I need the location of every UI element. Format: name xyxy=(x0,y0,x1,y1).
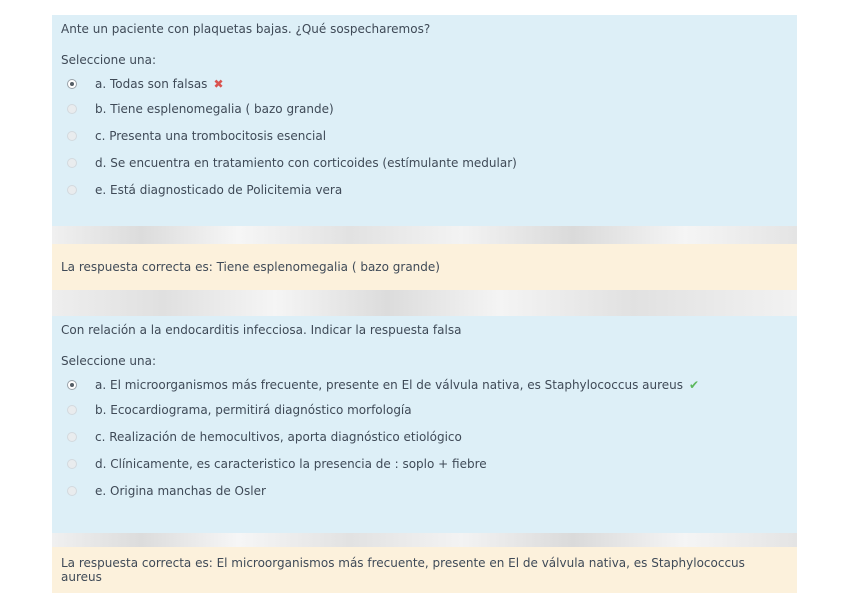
q1-option-b[interactable] xyxy=(61,95,788,122)
radio-icon[interactable] xyxy=(67,158,77,168)
question-1-feedback-text: La respuesta correcta es: Tiene esplenomegalia ( bazo grande) xyxy=(61,260,440,274)
question-2-answers xyxy=(61,373,788,504)
q1-option-b-label: b. Tiene esplenomegalia ( bazo grande) xyxy=(95,101,334,116)
q2-option-b-label: b. Ecocardiograma, permitirá diagnóstico morfología xyxy=(95,402,412,417)
radio-icon[interactable] xyxy=(67,131,77,141)
check-icon: ✔ xyxy=(689,377,700,392)
q1-option-c-label: c. Presenta una trombocitosis esencial xyxy=(95,128,327,143)
q1-option-e-label: e. Está diagnosticado de Policitemia vera xyxy=(95,182,343,197)
q2-option-d[interactable] xyxy=(61,450,788,477)
divider-strip xyxy=(52,226,797,244)
radio-selected-icon[interactable] xyxy=(67,79,77,89)
radio-selected-icon[interactable] xyxy=(67,380,77,390)
radio-icon[interactable] xyxy=(67,185,77,195)
question-2-prompt: Seleccione una: xyxy=(61,354,156,368)
divider-strip xyxy=(52,290,797,316)
radio-icon[interactable] xyxy=(67,405,77,415)
question-2-feedback-text: La respuesta correcta es: El microorganismos más frecuente, presente en El de válvula nativa, es Staphylococcus aureus xyxy=(61,556,745,584)
q1-option-d-label: d. Se encuentra en tratamiento con corticoides (estímulante medular) xyxy=(95,155,517,170)
q1-option-e[interactable] xyxy=(61,176,788,203)
divider-strip xyxy=(52,533,797,547)
q2-option-a[interactable] xyxy=(61,373,788,396)
q1-option-a[interactable] xyxy=(61,72,788,95)
q2-option-a-label: a. El microorganismos más frecuente, presente en El de válvula nativa, es Staphylococcus aureus xyxy=(95,377,684,392)
question-1-panel xyxy=(52,15,797,226)
radio-icon[interactable] xyxy=(67,486,77,496)
radio-icon[interactable] xyxy=(67,104,77,114)
q1-option-c[interactable] xyxy=(61,122,788,149)
radio-icon[interactable] xyxy=(67,432,77,442)
question-2-feedback xyxy=(52,547,797,593)
wrong-icon: ✖ xyxy=(213,76,224,91)
q2-option-e[interactable] xyxy=(61,477,788,504)
q1-option-d[interactable] xyxy=(61,149,788,176)
question-1-answers xyxy=(61,72,788,203)
question-1-prompt: Seleccione una: xyxy=(61,53,156,67)
question-1-feedback xyxy=(52,244,797,290)
q2-option-c[interactable] xyxy=(61,423,788,450)
question-2-panel xyxy=(52,316,797,533)
q2-option-c-label: c. Realización de hemocultivos, aporta diagnóstico etiológico xyxy=(95,429,462,444)
radio-icon[interactable] xyxy=(67,459,77,469)
q2-option-d-label: d. Clínicamente, es caracteristico la presencia de : soplo + fiebre xyxy=(95,456,487,471)
question-1-text: Ante un paciente con plaquetas bajas. ¿Qué sospecharemos? xyxy=(61,22,431,36)
question-2-text: Con relación a la endocarditis infecciosa. Indicar la respuesta falsa xyxy=(61,323,462,337)
q2-option-b[interactable] xyxy=(61,396,788,423)
q2-option-e-label: e. Origina manchas de Osler xyxy=(95,483,266,498)
q1-option-a-label: a. Todas son falsas xyxy=(95,76,208,91)
